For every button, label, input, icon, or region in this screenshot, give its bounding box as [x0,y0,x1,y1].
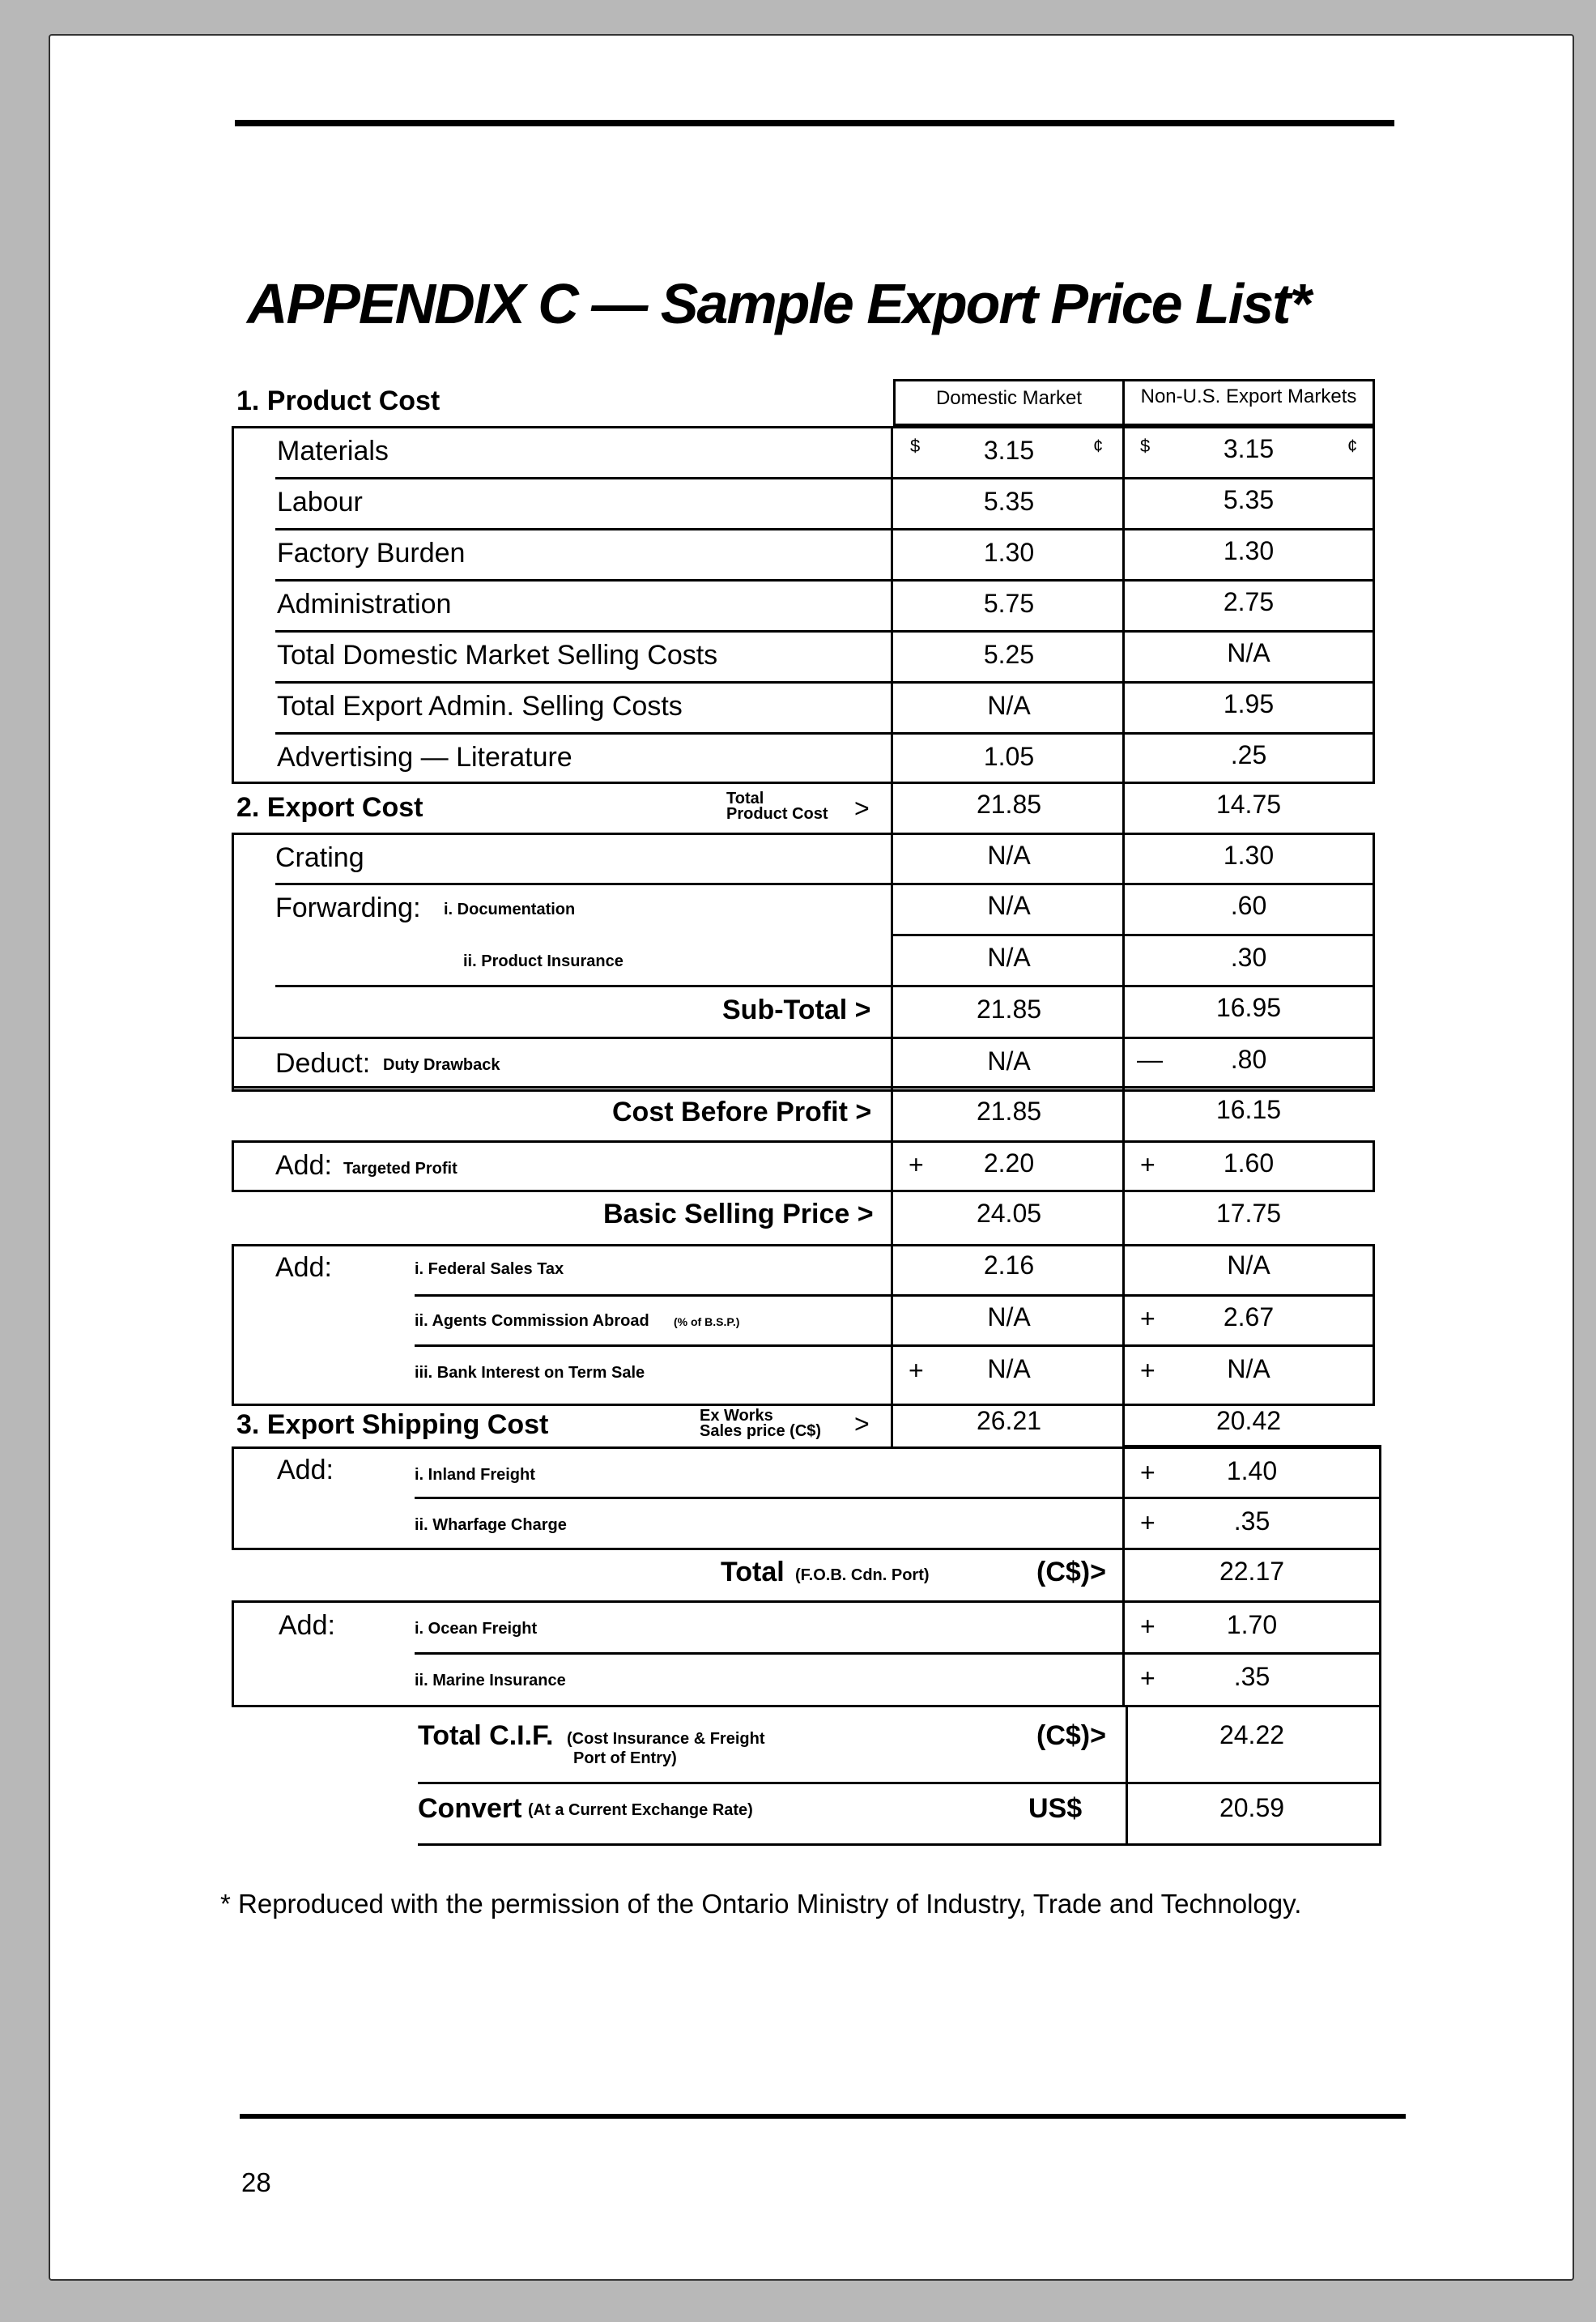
row-line [415,1497,1381,1499]
ex-works-export: 20.42 [1215,1406,1282,1435]
fob-note: (F.O.B. Cdn. Port) [795,1566,930,1584]
top-rule [235,120,1394,126]
product-cost-row-label: Factory Burden [277,538,466,569]
inland-plus: + [1140,1458,1156,1487]
product-cost-row-label: Advertising — Literature [277,742,572,773]
product-insurance-label: ii. Product Insurance [463,952,624,970]
fob-value: 22.17 [1219,1557,1285,1586]
cif-value: 24.22 [1219,1720,1285,1749]
row-line [418,1782,1381,1784]
ex-works-domestic: 26.21 [976,1406,1042,1435]
export-column-label: Non-U.S. Export Markets [1140,386,1357,407]
fob-currency: (C$)> [1036,1557,1106,1587]
sec2-total-divider-2 [1122,784,1125,833]
row-line [275,732,1375,735]
bsp-divider-1 [891,1192,893,1246]
product-cost-row-domestic: 5.75 [983,589,1035,618]
fob-divider [1122,1550,1125,1602]
bottom-rule [240,2114,1406,2119]
product-cost-row-export: .25 [1230,740,1267,769]
total-product-cost-domestic: 21.85 [976,790,1042,819]
shipping-add-label: Add: [277,1455,334,1485]
wharfage-value: .35 [1233,1506,1270,1536]
cbp-divider-2 [1122,1092,1125,1142]
federal-sales-tax-export: N/A [1227,1250,1270,1280]
product-cost-row-label: Total Domestic Market Selling Costs [277,640,718,671]
cent-sign-domestic: ¢ [1093,436,1104,456]
agents-commission-export: 2.67 [1223,1302,1275,1331]
agents-commission-label: ii. Agents Commission Abroad [415,1312,649,1330]
documentation-domestic: N/A [987,891,1031,920]
row-line [275,883,1375,885]
product-cost-row-label: Materials [277,436,389,467]
arrow-1: > [854,794,870,823]
row-line [275,630,1375,633]
crating-domestic: N/A [987,841,1031,870]
cif-label: Total C.I.F. [418,1720,554,1751]
bank-interest-plus-export: + [1140,1356,1156,1385]
profit-add-label: Add: [275,1150,332,1181]
wharfage-plus: + [1140,1508,1156,1537]
arrow-3: > [854,1409,870,1438]
sec2-total-divider-1 [891,784,893,833]
ex-works-label-2: Sales price (C$) [700,1422,822,1440]
basic-selling-price-label: Basic Selling Price > [603,1199,874,1229]
wharfage-label: ii. Wharfage Charge [415,1516,567,1534]
product-cost-row-label: Labour [277,487,363,518]
dollar-sign-domestic: $ [910,436,921,456]
bank-interest-export: N/A [1227,1354,1270,1383]
footnote: * Reproduced with the permission of the Ontario Ministry of Industry, Trade and Technology. [220,1889,1302,1919]
cif-currency: (C$)> [1036,1720,1106,1751]
federal-sales-tax-label: i. Federal Sales Tax [415,1260,564,1278]
product-insurance-export: .30 [1230,943,1267,972]
product-cost-row-export: N/A [1227,638,1270,667]
cif-divider [1126,1707,1128,1845]
page-title: APPENDIX C — Sample Export Price List* [247,272,1310,335]
convert-note: (At a Current Exchange Rate) [528,1801,753,1819]
row-line [275,985,1375,987]
exw-divider-1 [891,1406,893,1446]
agents-commission-plus: + [1140,1304,1156,1333]
deduct-export: .80 [1230,1045,1267,1074]
federal-sales-tax-domestic: 2.16 [983,1250,1035,1280]
bank-interest-label: iii. Bank Interest on Term Sale [415,1364,645,1382]
product-cost-row-domestic: 5.25 [983,640,1035,669]
cost-before-profit-label: Cost Before Profit > [612,1097,872,1127]
product-insurance-domestic: N/A [987,943,1031,972]
section-3-heading: 3. Export Shipping Cost [236,1409,549,1440]
row-line [275,528,1375,530]
agents-commission-domestic: N/A [987,1302,1031,1331]
profit-plus-domestic: + [909,1150,924,1179]
ocean-plus: + [1140,1612,1156,1641]
total-product-cost-label-1: Total [726,790,764,807]
inland-freight-value: 1.40 [1226,1456,1278,1485]
bank-interest-plus-domestic: + [909,1356,924,1385]
subtotal-label: Sub-Total > [722,995,871,1025]
bank-interest-domestic: N/A [987,1354,1031,1383]
profit-plus-export: + [1140,1150,1156,1179]
targeted-profit-label: Targeted Profit [343,1160,458,1178]
cbp-divider-1 [891,1092,893,1142]
product-cost-row-export: 3.15 [1223,434,1275,463]
row-line [415,1294,1375,1297]
subtotal-domestic: 21.85 [976,995,1042,1024]
product-cost-row-export: 1.95 [1223,689,1275,718]
fob-total-label: Total [721,1557,785,1587]
agents-commission-note: (% of B.S.P.) [674,1315,740,1328]
convert-label: Convert [418,1793,522,1824]
product-cost-row-domestic: 1.30 [983,538,1035,567]
crating-label: Crating [275,842,364,873]
product-cost-row-domestic: 1.05 [983,742,1035,771]
total-product-cost-label-2: Product Cost [726,805,828,823]
row-line [275,477,1375,479]
profit-export: 1.60 [1223,1148,1275,1178]
duty-drawback-label: Duty Drawback [383,1056,500,1074]
product-cost-row-label: Total Export Admin. Selling Costs [277,691,683,722]
dollar-sign-export: $ [1140,436,1151,456]
cost-before-profit-domestic: 21.85 [976,1097,1042,1126]
product-cost-row-domestic: 3.15 [983,436,1035,465]
deduct-minus: — [1137,1045,1163,1074]
section-1-heading: 1. Product Cost [236,386,440,416]
cif-note-1: (Cost Insurance & Freight [567,1730,765,1748]
cost-before-profit-export: 16.15 [1215,1095,1282,1124]
convert-value: 20.59 [1219,1793,1285,1822]
basic-selling-price-domestic: 24.05 [976,1199,1042,1228]
ocean-freight-label: i. Ocean Freight [415,1620,538,1638]
row-line [891,934,1375,936]
crating-export: 1.30 [1223,841,1275,870]
bsp-divider-2 [1122,1192,1125,1246]
subtotal-export: 16.95 [1215,993,1282,1022]
ocean-add-label: Add: [279,1610,335,1641]
product-cost-row-export: 2.75 [1223,587,1275,616]
row-line [418,1843,1381,1846]
row-line [275,579,1375,582]
cif-right [1379,1707,1381,1845]
section-2-heading: 2. Export Cost [236,792,423,823]
ex-works-label-1: Ex Works [700,1407,773,1425]
row-line [275,681,1375,684]
deduct-label: Deduct: [275,1048,371,1079]
product-cost-row-export: 5.35 [1223,485,1275,514]
page-number: 28 [241,2167,271,2197]
deduct-domestic: N/A [987,1046,1031,1076]
row-line [415,1344,1375,1347]
product-cost-row-label: Administration [277,589,452,620]
profit-domestic: 2.20 [983,1148,1035,1178]
fob-right [1379,1550,1381,1602]
row-line [415,1652,1381,1655]
product-cost-row-domestic: N/A [987,691,1031,720]
marine-insurance-value: .35 [1233,1662,1270,1691]
product-cost-row-domestic: 5.35 [983,487,1035,516]
forwarding-label: Forwarding: [275,893,421,923]
marine-plus: + [1140,1664,1156,1693]
documentation-export: .60 [1230,891,1267,920]
documentation-label: i. Documentation [444,901,576,918]
cent-sign-export: ¢ [1347,436,1358,456]
exw-divider-2 [1122,1406,1125,1446]
cif-note-2: Port of Entry) [573,1749,677,1767]
domestic-column-label: Domestic Market [935,387,1083,409]
total-product-cost-export: 14.75 [1215,790,1282,819]
ocean-freight-value: 1.70 [1226,1610,1278,1639]
basic-selling-price-export: 17.75 [1215,1199,1282,1228]
taxes-add-label: Add: [275,1252,332,1283]
inland-freight-label: i. Inland Freight [415,1466,535,1484]
marine-insurance-label: ii. Marine Insurance [415,1672,566,1689]
product-cost-row-export: 1.30 [1223,536,1275,565]
convert-currency: US$ [1028,1793,1083,1824]
